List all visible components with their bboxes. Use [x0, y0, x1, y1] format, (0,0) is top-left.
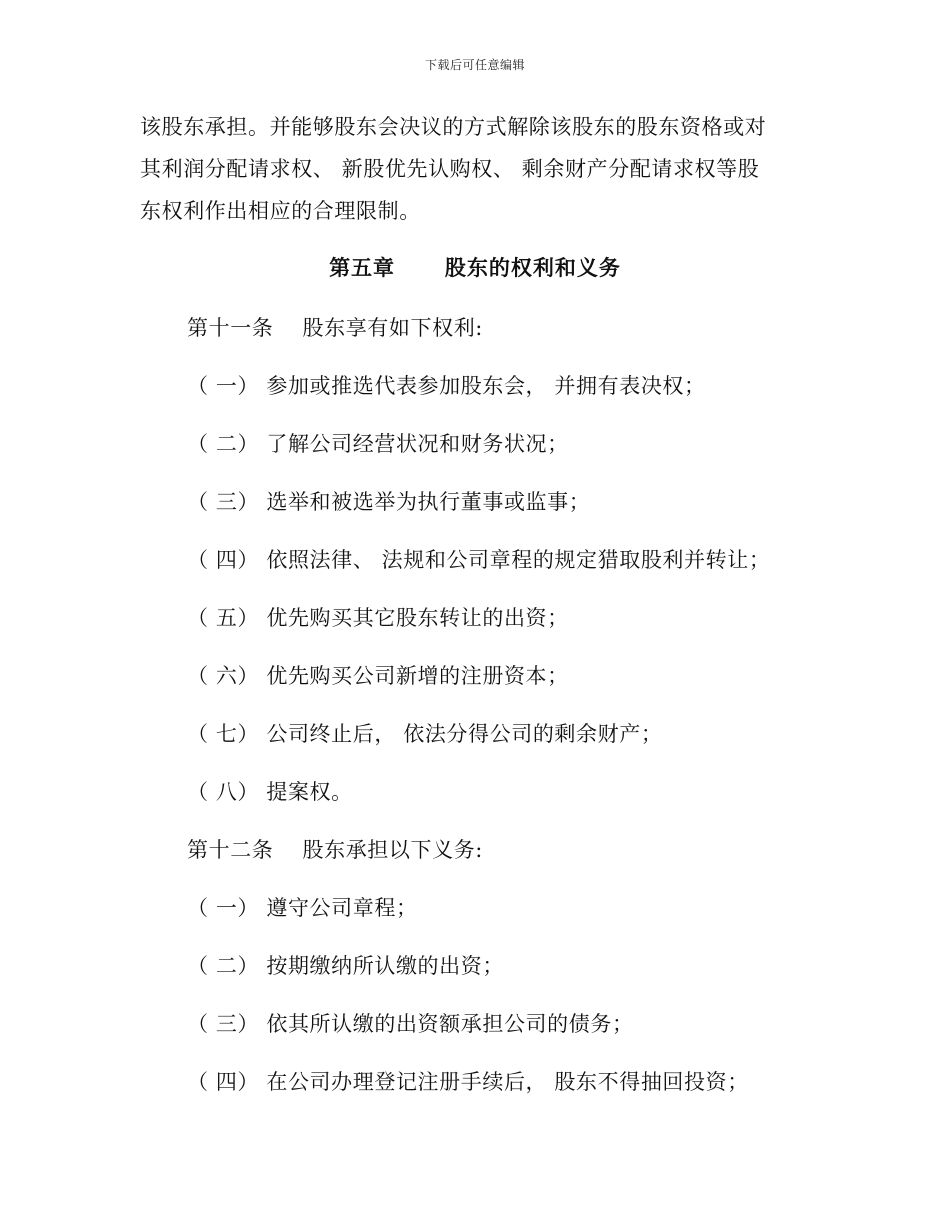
list-item: （ 五） 优先购买其它股东转让的出资；: [187, 606, 569, 630]
intro-line: 其利润分配请求权、 新股优先认购权、 剩余财产分配请求权等股: [140, 157, 760, 181]
list-item: （ 二） 按期缴纳所认缴的出资；: [187, 954, 504, 978]
page-header: 下载后可任意编辑: [424, 58, 525, 72]
article-12-title: 第十二条 股东承担以下义务:: [187, 838, 483, 862]
list-item: （ 八） 提案权。: [187, 780, 353, 804]
list-item: （ 一） 参加或推选代表参加股东会， 并拥有表决权；: [187, 374, 706, 398]
intro-line: 东权利作出相应的合理限制。: [140, 199, 421, 223]
list-item: （ 四） 在公司办理登记注册手续后， 股东不得抽回投资；: [187, 1070, 749, 1094]
list-item: （ 三） 选举和被选举为执行董事或监事；: [187, 490, 591, 514]
list-item: （ 四） 依照法律、 法规和公司章程的规定猎取股利并转让；: [187, 548, 771, 572]
list-item: （ 七） 公司终止后， 依法分得公司的剩余财产；: [187, 722, 663, 746]
list-item: （ 一） 遵守公司章程；: [187, 896, 418, 920]
list-item: （ 二） 了解公司经营状况和财务状况；: [187, 432, 569, 456]
intro-line: 该股东承担。并能够股东会决议的方式解除该股东的股东资格或对: [140, 115, 767, 139]
list-item: （ 三） 依其所认缴的出资额承担公司的债务；: [187, 1012, 634, 1036]
chapter-title: 第五章 股东的权利和义务: [329, 255, 621, 280]
intro-paragraph: [140, 106, 810, 232]
list-item: （ 六） 优先购买公司新增的注册资本；: [187, 664, 569, 688]
article-11-title: 第十一条 股东享有如下权利:: [187, 316, 483, 340]
